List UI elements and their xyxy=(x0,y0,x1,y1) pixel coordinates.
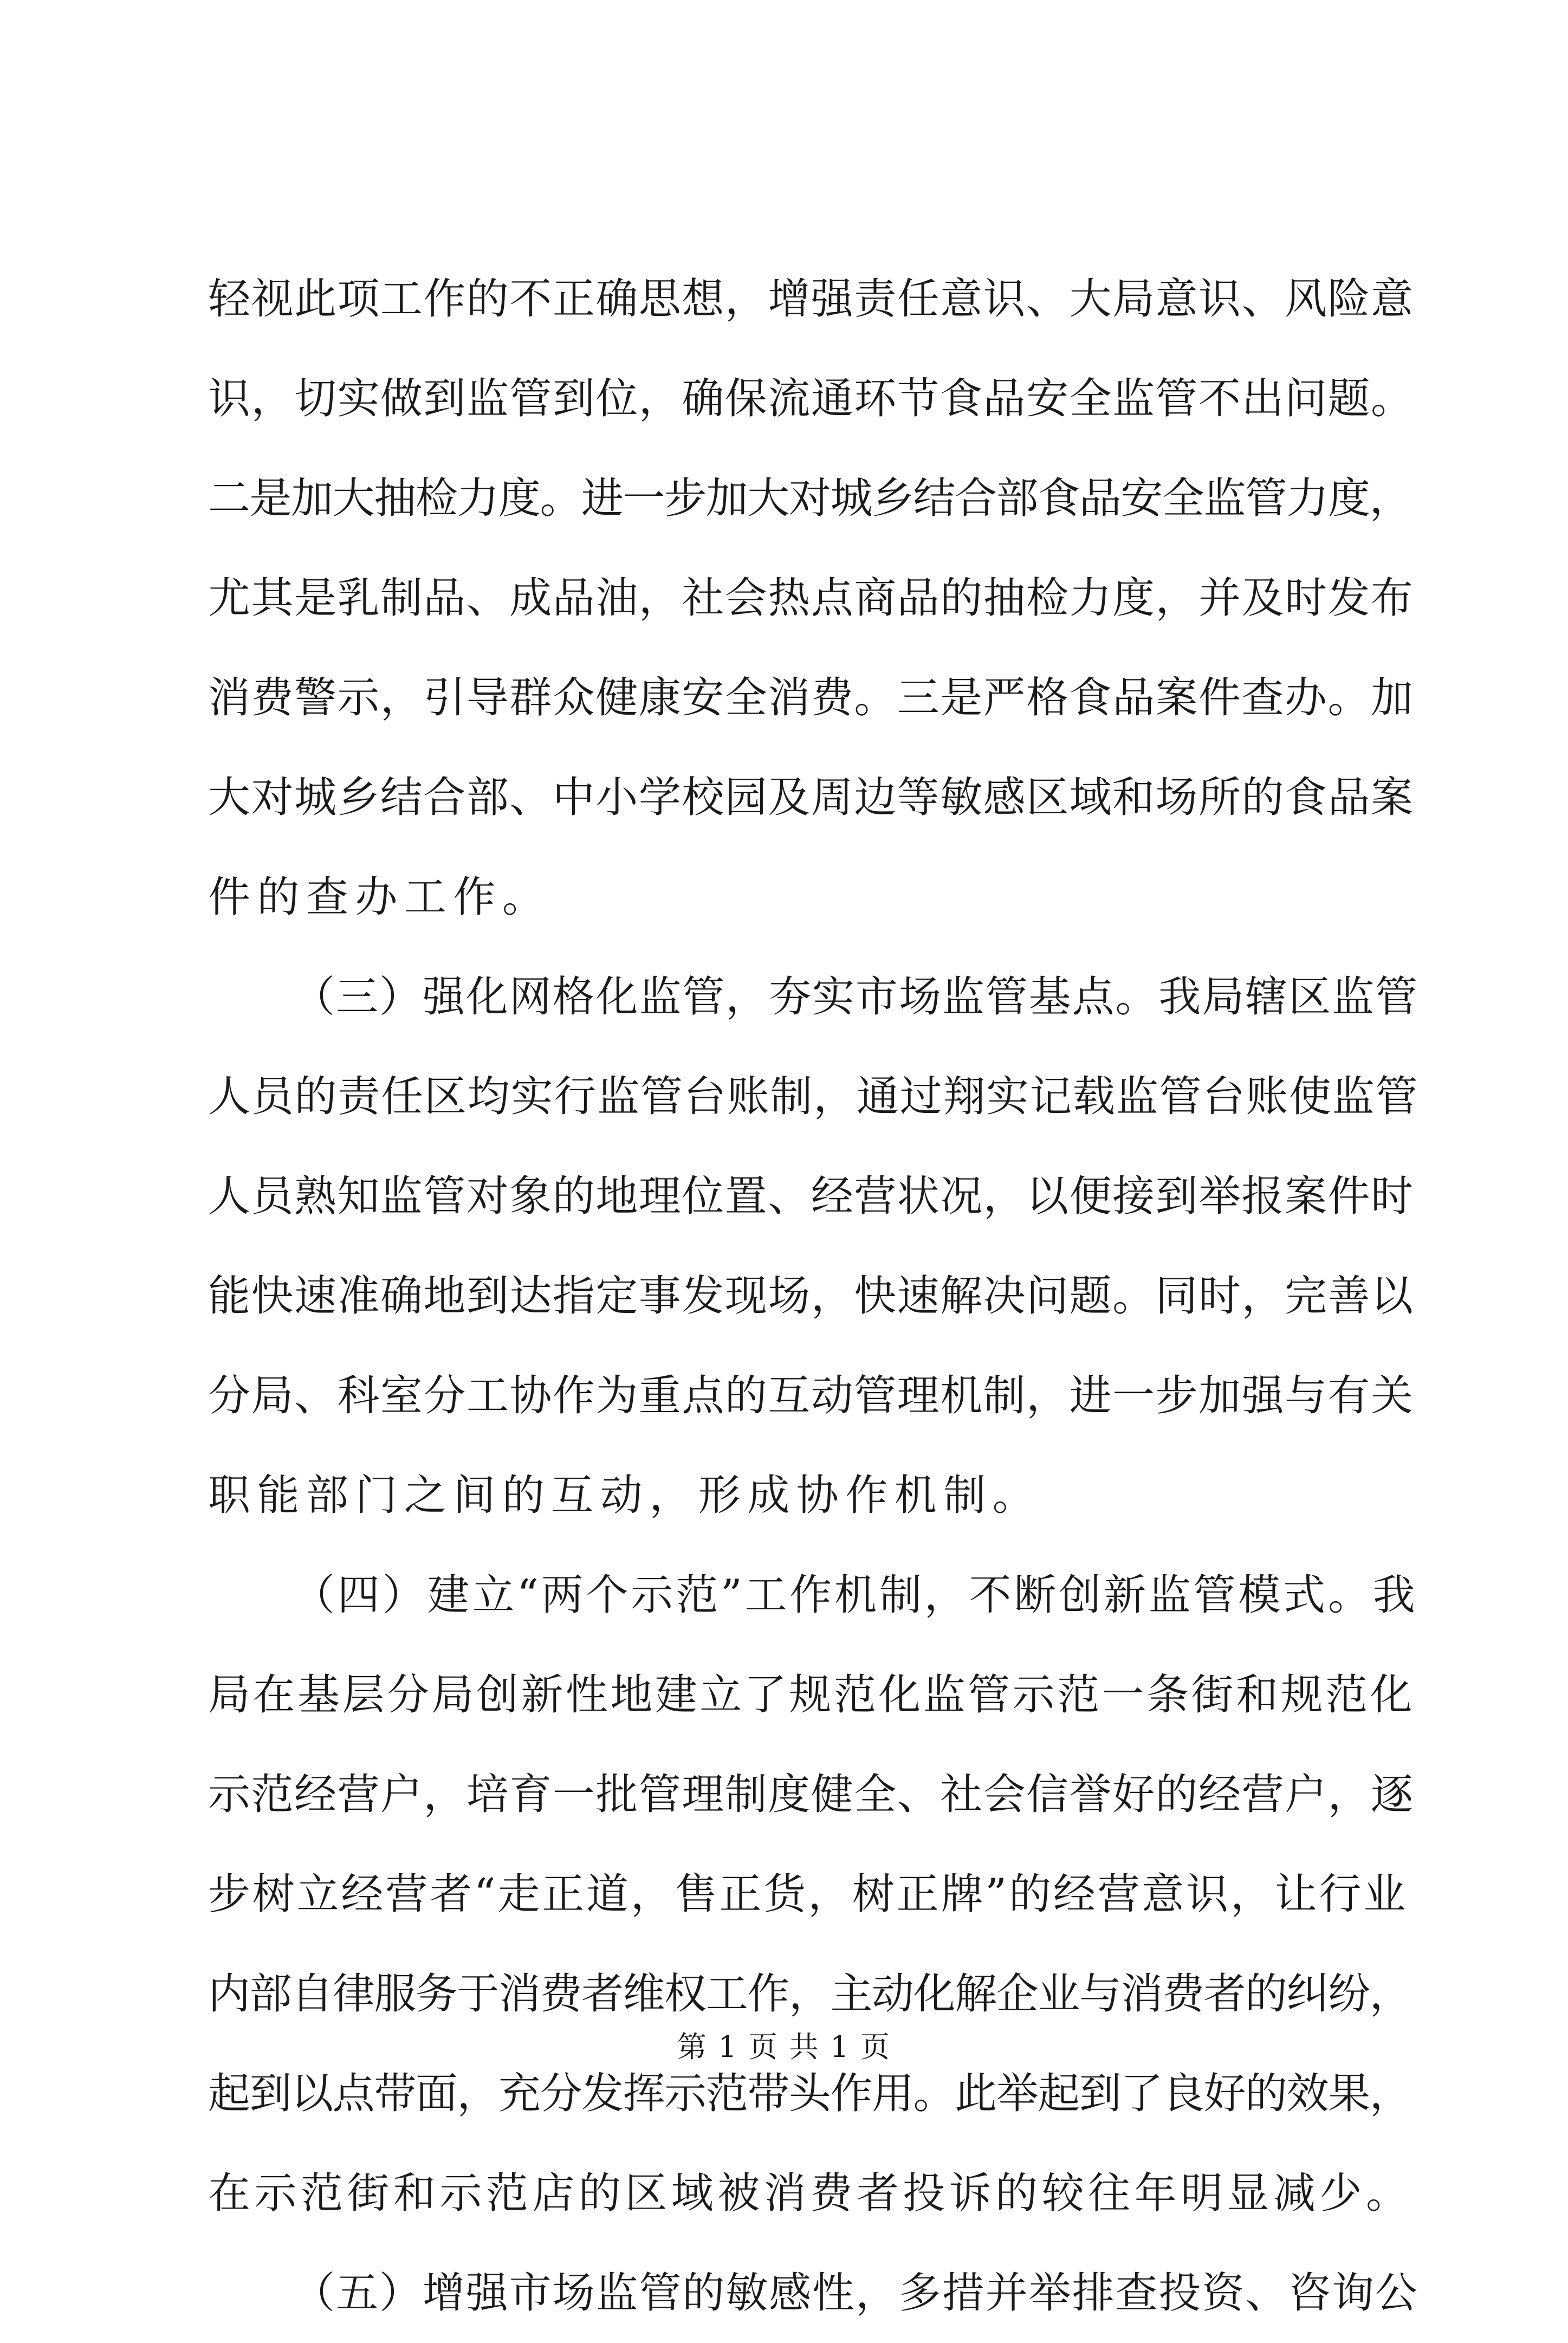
text-line: 人员熟知监管对象的地理位置、经营状况，以便接到举报案件时 xyxy=(208,1172,1414,1221)
text-line: （四）建立“两个示范”工作机制，不断创新监管模式。我 xyxy=(293,1571,1418,1620)
text-line: 分局、科室分工协作为重点的互动管理机制，进一步加强与有关 xyxy=(208,1371,1414,1420)
text-line: 内部自律服务于消费者维权工作，主动化解企业与消费者的纠纷， xyxy=(208,1970,1411,2018)
text-line: 件的查办工作。 xyxy=(208,873,552,922)
text-line: 职能部门之间的互动，形成协作机制。 xyxy=(208,1471,1042,1520)
text-line: （三）强化网格化监管，夯实市场监管基点。我局辖区监管 xyxy=(293,973,1418,1021)
text-line: 在示范街和示范店的区域被消费者投诉的较往年明显减少。 xyxy=(208,2169,1413,2218)
page-footer xyxy=(0,2024,1568,2066)
text-line: 人员的责任区均实行监管台账制，通过翔实记载监管台账使监管 xyxy=(208,1072,1419,1121)
text-line: 步树立经营者“走正道，售正货，树正牌”的经营意识，让行业 xyxy=(208,1870,1408,1919)
text-line: 局在基层分局创新性地建立了规范化监管示范一条街和规范化 xyxy=(208,1671,1415,1719)
text-line: 轻视此项工作的不正确思想，增强责任意识、大局意识、风险意 xyxy=(208,275,1414,323)
page-number-label: 第 1 页 共 1 页 xyxy=(677,2030,891,2064)
text-line: 识，切实做到监管到位，确保流通环节食品安全监管不出问题。 xyxy=(208,374,1414,423)
text-line: 大对城乡结合部、中小学校园及周边等敏感区域和场所的食品案 xyxy=(208,773,1414,822)
text-line: 消费警示，引导群众健康安全消费。三是严格食品案件查办。加 xyxy=(208,674,1414,722)
text-line: 能快速准确地到达指定事发现场，快速解决问题。同时，完善以 xyxy=(208,1272,1414,1321)
text-line: 起到以点带面，充分发挥示范带头作用。此举起到了良好的效果， xyxy=(208,2069,1411,2118)
text-line: （五）增强市场监管的敏感性，多措并举排查投资、咨询公 xyxy=(293,2269,1418,2318)
text-line: 尤其是乳制品、成品油，社会热点商品的抽检力度，并及时发布 xyxy=(208,574,1414,623)
text-line: 二是加大抽检力度。进一步加大对城乡结合部食品安全监管力度， xyxy=(208,474,1411,523)
text-line: 示范经营户，培育一批管理制度健全、社会信誉好的经营户，逐 xyxy=(208,1770,1414,1819)
